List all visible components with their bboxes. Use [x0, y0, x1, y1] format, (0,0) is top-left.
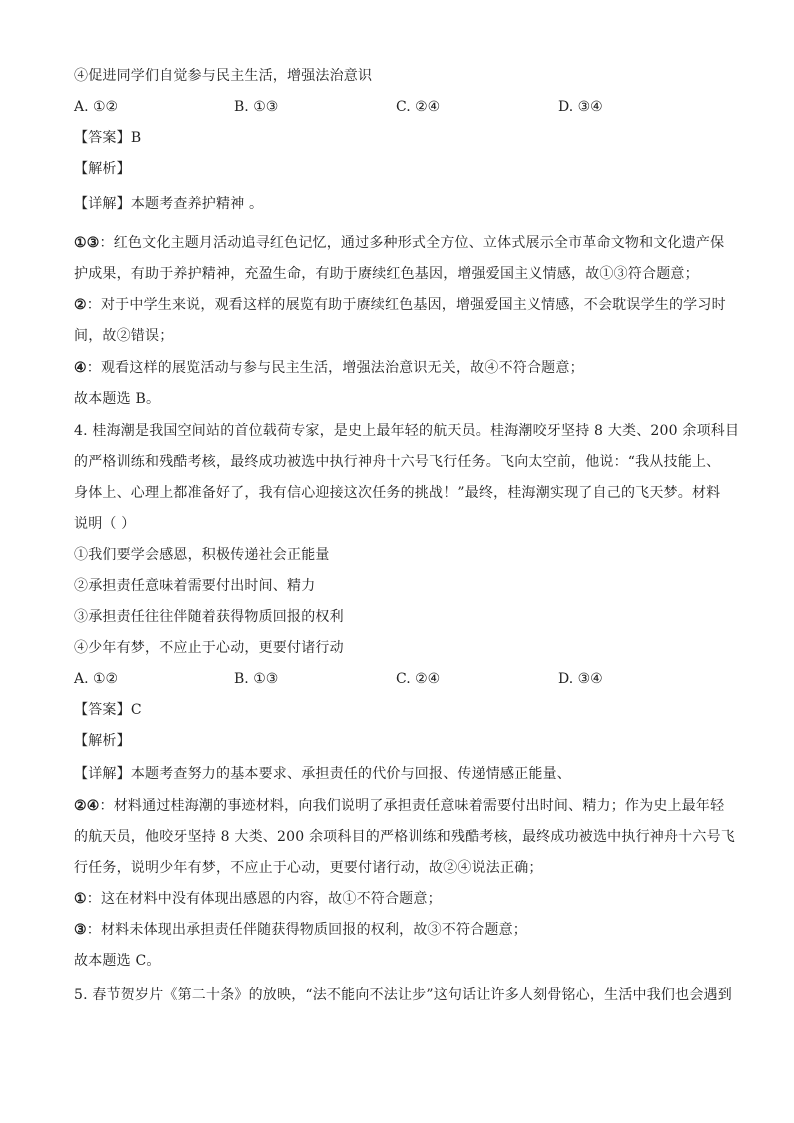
- q4-options: [74, 669, 724, 689]
- exp-marker: ①③: [74, 235, 100, 251]
- q4-item-4: ④少年有梦，不应止于心动，更要付诸行动: [74, 640, 344, 656]
- q3-conclusion: 故本题选 B。: [74, 391, 161, 407]
- exp-text: ：观看这样的展览活动与参与民主生活，增强法治意识无关，故④不符合题意；: [86, 360, 584, 376]
- q3-analysis-tag: 【解析】: [74, 161, 131, 177]
- q4-exp2-line1: [74, 889, 724, 909]
- answer-tag: 【答案】: [74, 702, 131, 718]
- q4-item-3: ③承担责任往往伴随着获得物质回报的权利: [74, 609, 344, 625]
- q3-exp3-line1: [74, 358, 724, 378]
- detail-tag: 【详解】: [74, 196, 131, 212]
- q3-exp1-line1: [74, 233, 724, 253]
- exp-marker: ③: [74, 922, 87, 938]
- q4-exp1-line1: [74, 796, 724, 816]
- q4-stem-line1: 4. 桂海潮是我国空间站的首位载荷专家，是史上最年轻的航天员。桂海潮咬牙坚持 8 大类、200 余项科目: [74, 423, 740, 439]
- exp-text: ：对于中学生来说，观看这样的展览有助于赓续红色基因，增强爱国主义情感，不会耽误学生的学习时: [86, 297, 726, 313]
- q4-exp3-line1: [74, 920, 724, 940]
- q3-options: [74, 97, 724, 117]
- exp-text: ：红色文化主题月活动追寻红色记忆，通过多种形式全方位、立体式展示全市革命文物和文化遗产保: [99, 235, 725, 251]
- q4-answer: [74, 700, 724, 720]
- detail-text: 本题考查养护精神 。: [130, 196, 264, 212]
- exp-marker: ②④: [74, 798, 100, 814]
- q4-item-1: ①我们要学会感恩，积极传递社会正能量: [74, 547, 330, 563]
- q3-detail: [74, 194, 724, 214]
- q4-stem-line3: 身体上、心理上都准备好了，我有信心迎接这次任务的挑战！”最终，桂海潮实现了自己的飞天梦。材料: [74, 485, 721, 501]
- q4-option-a[interactable]: A. ①②: [74, 671, 119, 687]
- q3-exp2-line1: [74, 295, 724, 315]
- q3-exp2-line2: 间，故②错误；: [74, 328, 174, 344]
- q4-detail: [74, 764, 724, 784]
- q3-option-b[interactable]: B. ①③: [234, 99, 279, 115]
- q3-option-a[interactable]: A. ①②: [74, 99, 119, 115]
- q4-exp1-line3: 行任务，说明少年有梦，不应止于心动，更要付诸行动，故②④说法正确；: [74, 860, 543, 876]
- q4-option-d[interactable]: D. ③④: [558, 671, 603, 687]
- q4-stem-line2: 的严格训练和残酷考核，最终成功被选中执行神舟十六号飞行任务。飞向太空前，他说：“我从技能上、: [74, 454, 721, 470]
- q4-item-2: ②承担责任意味着需要付出时间、精力: [74, 578, 316, 594]
- q3-answer: [74, 128, 724, 148]
- exp-marker: ④: [74, 360, 87, 376]
- q5-stem-line1: 5. 春节贺岁片《第二十条》的放映，“法不能向不法让步”这句话让许多人刻骨铭心，生活中我们也会遇到: [74, 987, 732, 1003]
- q4-option-c[interactable]: C. ②④: [396, 671, 441, 687]
- exp-marker: ①: [74, 891, 87, 907]
- q3-option-d[interactable]: D. ③④: [558, 99, 603, 115]
- answer-tag: 【答案】: [74, 130, 131, 146]
- q4-analysis-tag: 【解析】: [74, 733, 131, 749]
- answer-value: C: [130, 702, 142, 718]
- exp-text: ：材料未体现出承担责任伴随获得物质回报的权利，故③不符合题意；: [86, 922, 527, 938]
- exp-marker: ②: [74, 297, 87, 313]
- q3-option-c[interactable]: C. ②④: [396, 99, 441, 115]
- q4-option-b[interactable]: B. ①③: [234, 671, 279, 687]
- q3-item-4: ④促进同学们自觉参与民主生活，增强法治意识: [74, 68, 373, 84]
- q4-conclusion: 故本题选 C。: [74, 953, 161, 969]
- q4-stem-line4: 说明（ ）: [74, 516, 136, 532]
- exp-text: ：材料通过桂海潮的事迹材料，向我们说明了承担责任意味着需要付出时间、精力；作为史上最年轻: [99, 798, 725, 814]
- q3-exp1-line2: 护成果，有助于养护精神，充盈生命，有助于赓续红色基因，增强爱国主义情感，故①③符合题意；: [74, 266, 699, 282]
- detail-tag: 【详解】: [74, 766, 131, 782]
- q4-exp1-line2: 的航天员，他咬牙坚持 8 大类、200 余项科目的严格训练和残酷考核，最终成功被选中执行神舟十六号飞: [74, 829, 735, 845]
- exp-text: ：这在材料中没有体现出感恩的内容，故①不符合题意；: [86, 891, 442, 907]
- detail-text: 本题考查努力的基本要求、承担责任的代价与回报、传递情感正能量、: [130, 766, 572, 782]
- answer-value: B: [130, 130, 142, 146]
